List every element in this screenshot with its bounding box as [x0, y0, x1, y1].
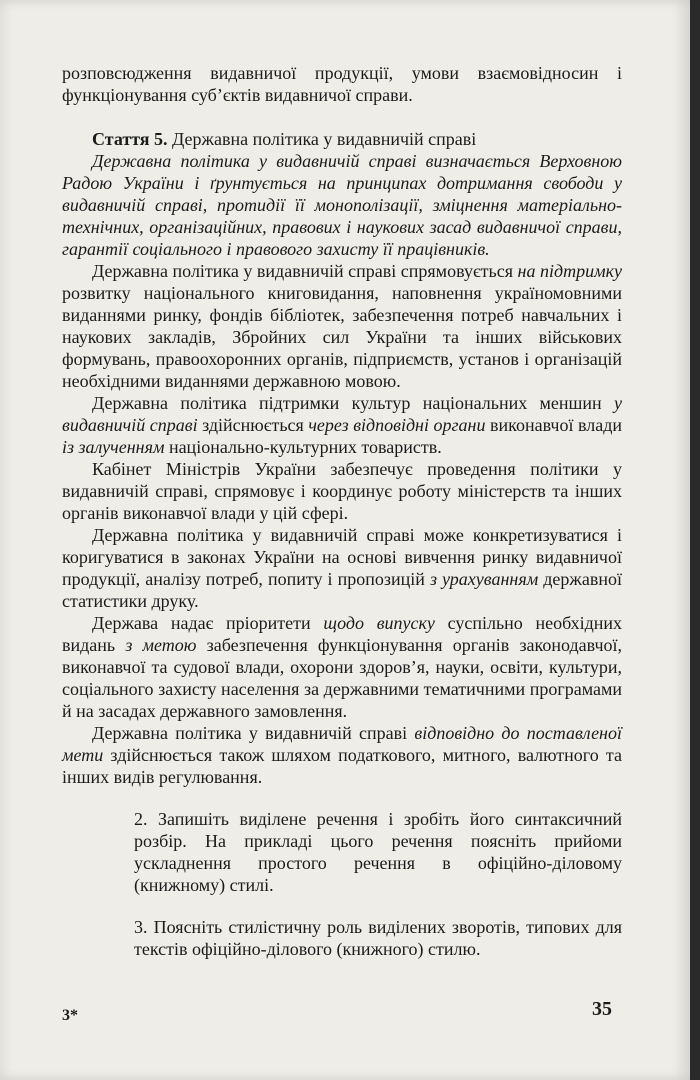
article-label: Стаття 5. — [92, 129, 168, 149]
task-2: 2. Запишіть виділене речення і зробіть його синтаксичний розбір. На прикладі цього речення поясніть прийоми ускладнення простого речення в офіційно-діловому (книжному) стилі. — [134, 809, 622, 895]
paragraph-minorities: Державна політика підтримки культур національних меншин у видавничій справі здійснюється через відповідні органи виконавчої влади із залученням національно-культурних товариств. — [62, 393, 622, 457]
page-number: 35 — [592, 998, 612, 1020]
paragraph-priorities: Держава надає пріоритети щодо випуску суспільно необхідних видань з метою забезпечення функціонування органів законодавчої, виконавчої та судової влади, охорони здоров’я, науки, освіти, культури, соціального захисту населення за державними тематичними програмами й на засадах державного замовлення. — [62, 613, 623, 721]
task-3: 3. Поясніть стилістичну роль виділених зворотів, типових для текстів офіційно-ділового (книжного) стилю. — [134, 917, 622, 959]
highlighted-sentence: Державна політика у видавничій справі визначається Верховною Радою України і ґрунтується на принципах дотримання свободи у видавничій справі, протидії її монополізації, зміцнення матеріально-технічних, організаційних, правових і наукових засад видавничої справи, гарантії соціального і правового захисту її працівників. — [62, 151, 622, 259]
paragraph-support: Державна політика у видавничій справі спрямовується на підтримку розвитку національного книговидання, наповнення україномовними виданнями ринку, фондів бібліотек, забезпечення потреб навчальних і наукових закладів, Збройних сил України та інших військових формувань, правоохоронних органів, підприємств, установ і організацій необхідними виданнями державною мовою. — [62, 261, 622, 391]
page-text — [62, 62, 622, 960]
paragraph-laws: Державна політика у видавничій справі може конкретизуватися і коригуватися в законах України на основі вивчення ринку видавничої продукції, аналізу потреб, попиту і пропозицій з урахуванням державної статистики друку. — [62, 525, 622, 611]
intro-paragraph: розповсюдження видавничої продукції, умови взаємовідносин і функціонування суб’єктів видавничої справи. — [62, 63, 622, 105]
article-title: Державна політика у видавничій справі — [172, 129, 477, 149]
signature-mark: 3* — [62, 1007, 78, 1024]
paragraph-cabinet: Кабінет Міністрів України забезпечує проведення політики у видавничій справі, спрямовує і координує роботу міністерств та інших органів виконавчої влади у цій сфері. — [62, 459, 622, 523]
paragraph-regulation: Державна політика у видавничій справі відповідно до поставленої мети здійснюється також шляхом податкового, митного, валютного та інших видів регулювання. — [62, 723, 622, 787]
article-heading — [62, 128, 622, 150]
